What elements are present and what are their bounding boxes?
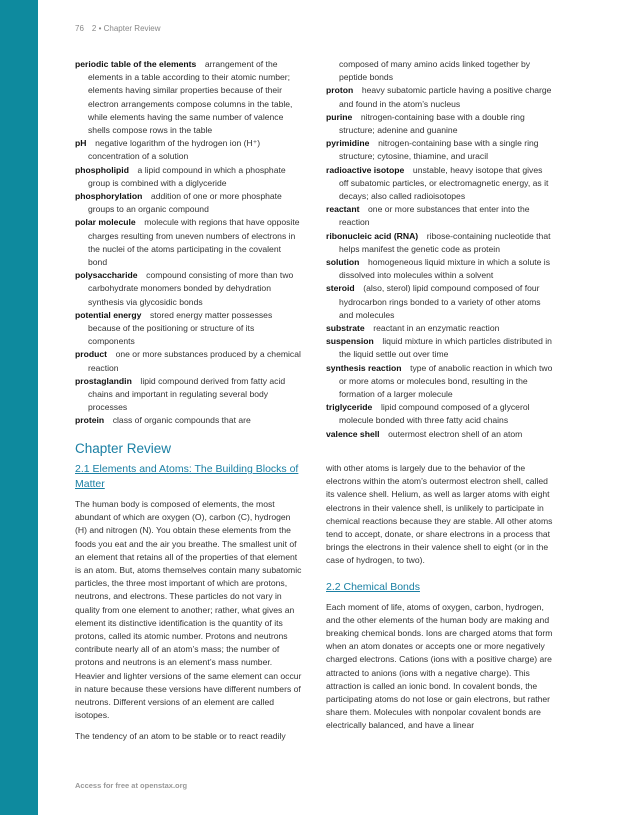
glossary-term: potential energy [75, 309, 142, 320]
glossary-entry [75, 190, 301, 216]
glossary-definition: class of organic compounds that are [112, 415, 251, 426]
glossary-term: product [75, 349, 107, 360]
glossary-definition: (also, sterol) lipid compound composed of four hydrocarbon rings bonded to a variety of other atoms and molecules [339, 283, 541, 320]
glossary-term: triglyceride [326, 402, 373, 413]
glossary-term: phospholipid [75, 164, 129, 175]
glossary-entry [326, 401, 554, 427]
glossary-definition: a lipid compound in which a phosphate group is combined with a diglyceride [88, 164, 286, 188]
glossary-term: pyrimidine [326, 138, 370, 149]
glossary-definition: outermost electron shell of an atom [388, 428, 523, 439]
glossary-definition: arrangement of the elements in a table according to their atomic number; elements having similar properties because of their electron arrangements compose columns in the table, while elements having the same number of valence shells compose rows in the table [88, 59, 293, 136]
glossary-entry [326, 111, 554, 137]
glossary-term: suspension [326, 336, 374, 347]
glossary-entry [326, 203, 554, 229]
glossary-definition: heavy subatomic particle having a positive charge and found in the atom’s nucleus [339, 85, 552, 109]
glossary-definition: addition of one or more phosphate groups to an organic compound [88, 191, 282, 215]
glossary-definition: compound consisting of more than two carbohydrate monomers bonded by dehydration synthesis via glycosidic bonds [88, 270, 294, 307]
glossary-term: reactant [326, 204, 360, 215]
glossary-definition: unstable, heavy isotope that gives off subatomic particles, or electromagnetic energy, as it decays; also called radioisotopes [339, 164, 549, 202]
glossary-entry [75, 414, 301, 427]
glossary-definition: nitrogen-containing base with a double ring structure; adenine and guanine [339, 111, 525, 136]
page-footer: Access for free at openstax.org [75, 781, 188, 790]
glossary-continuation: composed of many amino acids linked together by peptide bonds [339, 59, 531, 83]
glossary-left-column [75, 58, 301, 428]
glossary-term: solution [326, 257, 360, 268]
glossary-definition: homogeneous liquid mixture in which a solute is dissolved into molecules within a solvent [339, 257, 551, 281]
sidebar-stripe [0, 0, 38, 815]
glossary-definition: ribose-containing nucleotide that helps manifest the genetic code as protein [339, 230, 551, 254]
glossary-term: substrate [326, 323, 365, 334]
chapter-label: 2 • Chapter Review [91, 24, 161, 33]
glossary-term: phosphorylation [75, 191, 143, 202]
section-title-2-2[interactable]: 2.2 Chemical Bonds [326, 580, 420, 593]
page-header [75, 24, 161, 33]
review-left-column [75, 462, 304, 752]
glossary-term: steroid [326, 283, 355, 294]
glossary-term: periodic table of the elements [75, 59, 197, 69]
glossary-definition: negative logarithm of the hydrogen ion (H⁺) concentration of a solution [88, 138, 261, 162]
glossary-entry [75, 137, 301, 163]
glossary-entry [326, 428, 554, 441]
glossary-entry [326, 84, 554, 110]
glossary-term: ribonucleic acid (RNA) [326, 230, 419, 241]
section-2-1-paragraph-1: The human body is composed of elements, the most abundant of which are oxygen (O), carbon (C), hydrogen (H) and nitrogen (N). You obtain these elements from the foods you eat and the air you breathe. The smallest unit of an element that retains all of the properties of that element is an atom. But, atoms themselves contain many subatomic particles, the three most important of which are protons, neutrons, and electrons. These particles do not vary in quality from one element to another; rather, what gives an element its distinctive identification is the quantity of its protons, called its atomic number. Protons and neutrons contribute nearly all of an atom’s mass; the number of protons and neutrons is an element’s mass number. Heavier and lighter versions of the same element can occur in nature because these versions have different numbers of neutrons. Different versions of an element are called isotopes. [75, 499, 302, 721]
glossary-definition: molecule with regions that have opposite charges resulting from uneven numbers of electrons in the nuclei of the atoms participating in the covalent bond [88, 217, 300, 268]
glossary-entry [75, 269, 301, 309]
glossary-entry [326, 137, 554, 163]
section-title-2-1[interactable]: 2.1 Elements and Atoms: The Building Blocks of Matter [75, 463, 299, 490]
glossary-term: valence shell [326, 428, 380, 439]
glossary-term: radioactive isotope [326, 164, 405, 175]
glossary-entry [326, 230, 554, 256]
glossary-definition: stored energy matter possesses because of the positioning or structure of its components [88, 309, 273, 347]
chapter-review-title: Chapter Review [75, 441, 172, 456]
glossary-term: protein [75, 415, 105, 426]
section-2-2-paragraph-1: Each moment of life, atoms of oxygen, carbon, hydrogen, and the other elements of the human body are making and breaking chemical bonds. Ions are charged atoms that form when an atom donates or accepts one or more negatively charged electrons. Cations (ions with a positive charge) are attracted to anions (ions with a negative charge). This attraction is called an ionic bond. In covalent bonds, the participating atoms do not lose or gain electrons, but rather share them. Molecules with nonpolar covalent bonds are electrically balanced, and have a linear [326, 601, 553, 731]
section-2-1-paragraph-2: The tendency of an atom to be stable or to react readily [75, 731, 286, 742]
glossary-entry [75, 375, 301, 415]
review-right-column [326, 462, 554, 741]
glossary-term: proton [326, 85, 354, 96]
glossary-definition: reactant in an enzymatic reaction [373, 323, 500, 334]
glossary-entry [75, 309, 301, 349]
glossary-definition: lipid compound composed of a glycerol molecule bonded with three fatty acid chains [339, 402, 530, 426]
glossary-entry [75, 164, 301, 190]
glossary-entry [326, 335, 554, 361]
glossary-entry [326, 282, 554, 322]
glossary-definition: lipid compound derived from fatty acid chains and important in regulating several body processes [88, 375, 286, 413]
glossary-term: purine [326, 111, 353, 122]
glossary-right-column [326, 58, 554, 441]
glossary-definition: type of anabolic reaction in which two or more atoms or molecules bond, resulting in the formation of a larger molecule [339, 362, 553, 400]
glossary-definition: nitrogen-containing base with a single ring structure; cytosine, thiamine, and uracil [339, 138, 539, 162]
glossary-entry [326, 256, 554, 282]
glossary-term: pH [75, 138, 87, 149]
glossary-term: prostaglandin [75, 375, 132, 386]
glossary-entry [326, 164, 554, 204]
glossary-entry [75, 216, 301, 269]
glossary-entry [75, 58, 301, 137]
section-2-1-paragraph-2-continued: with other atoms is largely due to the behavior of the electrons within the atom’s outermost electron shell, called its valence shell. Helium, as well as larger atoms with eight electrons in their valence shell, is unlikely to participate in chemical reactions because they are stable. All other atoms tend to accept, donate, or share electrons in a process that brings the electrons in their valence shell to eight (or in the case of hydrogen, to two). [326, 463, 553, 566]
glossary-entry [326, 322, 554, 335]
glossary-entry [75, 348, 301, 374]
glossary-definition: one or more substances that enter into the reaction [339, 204, 530, 228]
glossary-entry [326, 362, 554, 402]
glossary-term: polysaccharide [75, 270, 138, 281]
glossary-term: synthesis reaction [326, 362, 402, 373]
glossary-definition: one or more substances produced by a chemical reaction [88, 349, 301, 373]
glossary-definition: liquid mixture in which particles distributed in the liquid settle out over time [339, 336, 552, 360]
page-number: 76 [75, 24, 84, 33]
glossary-term: polar molecule [75, 217, 136, 228]
